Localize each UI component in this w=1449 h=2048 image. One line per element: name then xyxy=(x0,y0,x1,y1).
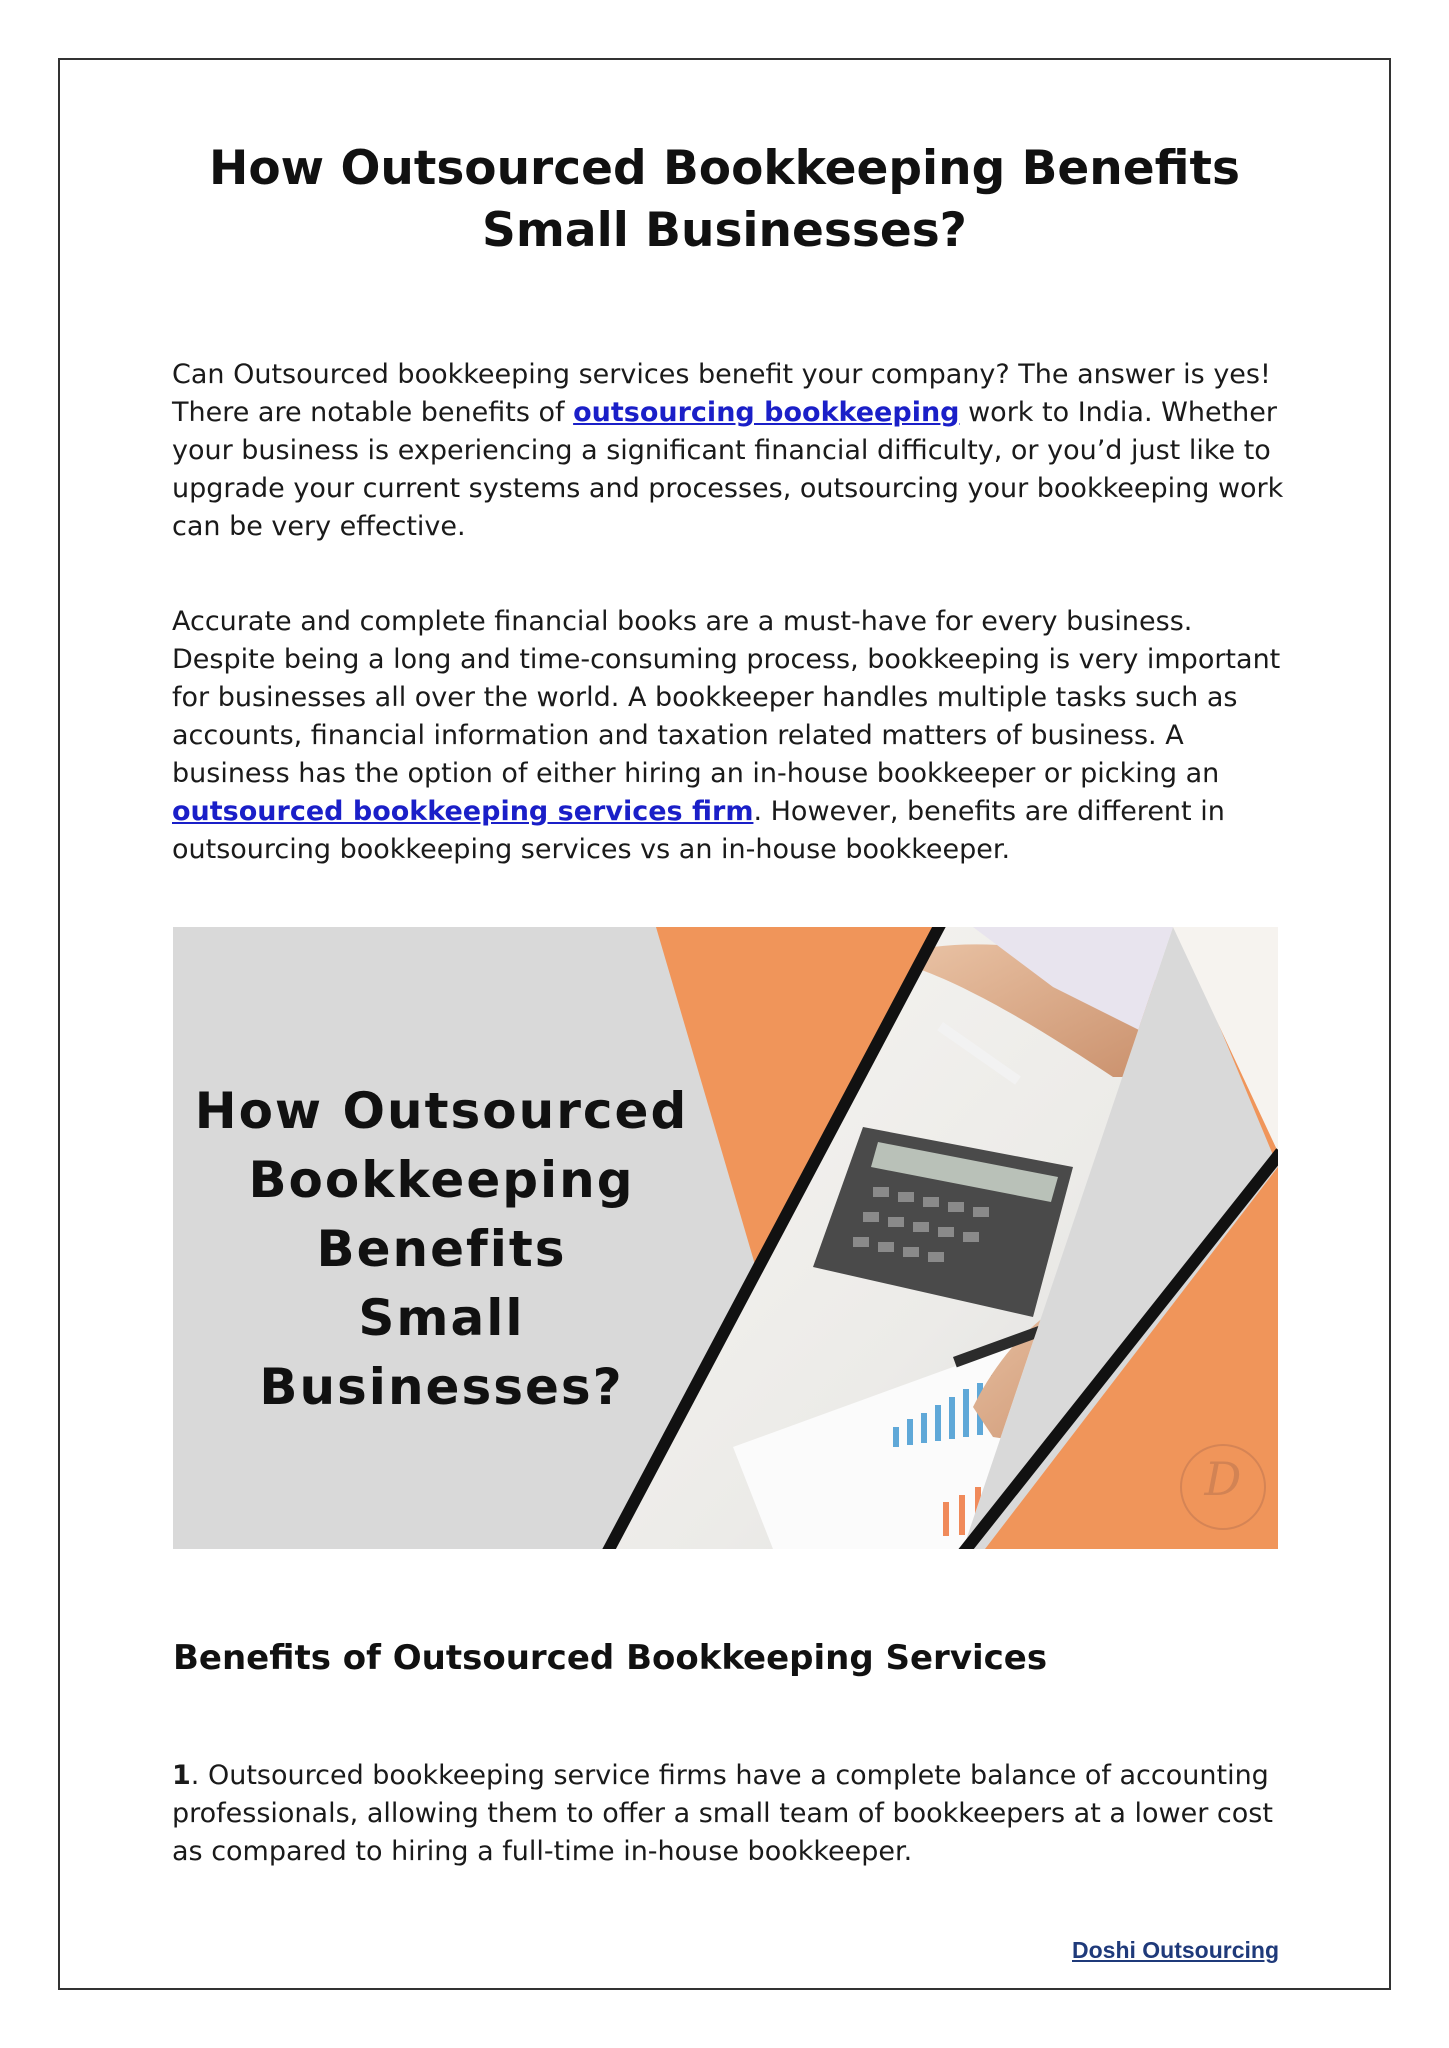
intro-paragraph-1 xyxy=(172,356,1292,546)
page-title xyxy=(120,138,1329,262)
outsourcing-bookkeeping-link[interactable]: outsourcing bookkeeping xyxy=(573,397,960,428)
intro-paragraph-2 xyxy=(172,603,1292,869)
benefit-point-1 xyxy=(172,1757,1292,1871)
banner-logo-letter: D xyxy=(1204,1452,1242,1506)
title-line-2: Small Businesses? xyxy=(482,203,967,258)
banner-line-1: How Outsourced xyxy=(194,1082,689,1140)
title-line-1: How Outsourced Bookkeeping Benefits xyxy=(209,141,1240,196)
benefit-point-1-text: . Outsourced bookkeeping service firms have a complete balance of accounting professionals, allowing them to offer a small team of bookkeepers at a lower cost as compared to hiring a full-time in-house bookkeeper. xyxy=(172,1760,1273,1867)
banner-title xyxy=(173,1077,710,1422)
benefit-point-1-number: 1 xyxy=(172,1760,191,1791)
banner-line-3: Benefits xyxy=(316,1220,567,1278)
banner-line-2: Bookkeeping xyxy=(248,1151,635,1209)
section-heading: Benefits of Outsourced Bookkeeping Services xyxy=(173,1638,1048,1678)
banner-image xyxy=(173,927,1278,1549)
intro-p2-text-after: . However, benefits are different in outsourcing bookkeeping services vs an in-house bookkeeper. xyxy=(172,796,1225,865)
footer-brand-link[interactable]: Doshi Outsourcing xyxy=(1072,1937,1279,1963)
intro-p2-text-before: Accurate and complete financial books are a must-have for every business. Despite being a long and time-consuming process, bookkeeping is very important for businesses all over the world. A bookkeeper handles multiple tasks such as accounts, financial information and taxation related matters of business. A business has the option of either hiring an in-house bookkeeper or picking an xyxy=(172,606,1281,789)
outsourced-bookkeeping-firm-link[interactable]: outsourced bookkeeping services firm xyxy=(172,796,754,827)
intro-p1-text-before: Can Outsourced bookkeeping services benefit your company? The answer is yes! There are notable benefits of xyxy=(172,359,1271,428)
banner-line-4: Small Businesses? xyxy=(259,1289,624,1416)
intro-p1-text-after: work to India. Whether your business is experiencing a significant financial difficulty, or you’d just like to upgrade your current systems and processes, outsourcing your bookkeeping work can be very effective. xyxy=(172,397,1284,542)
